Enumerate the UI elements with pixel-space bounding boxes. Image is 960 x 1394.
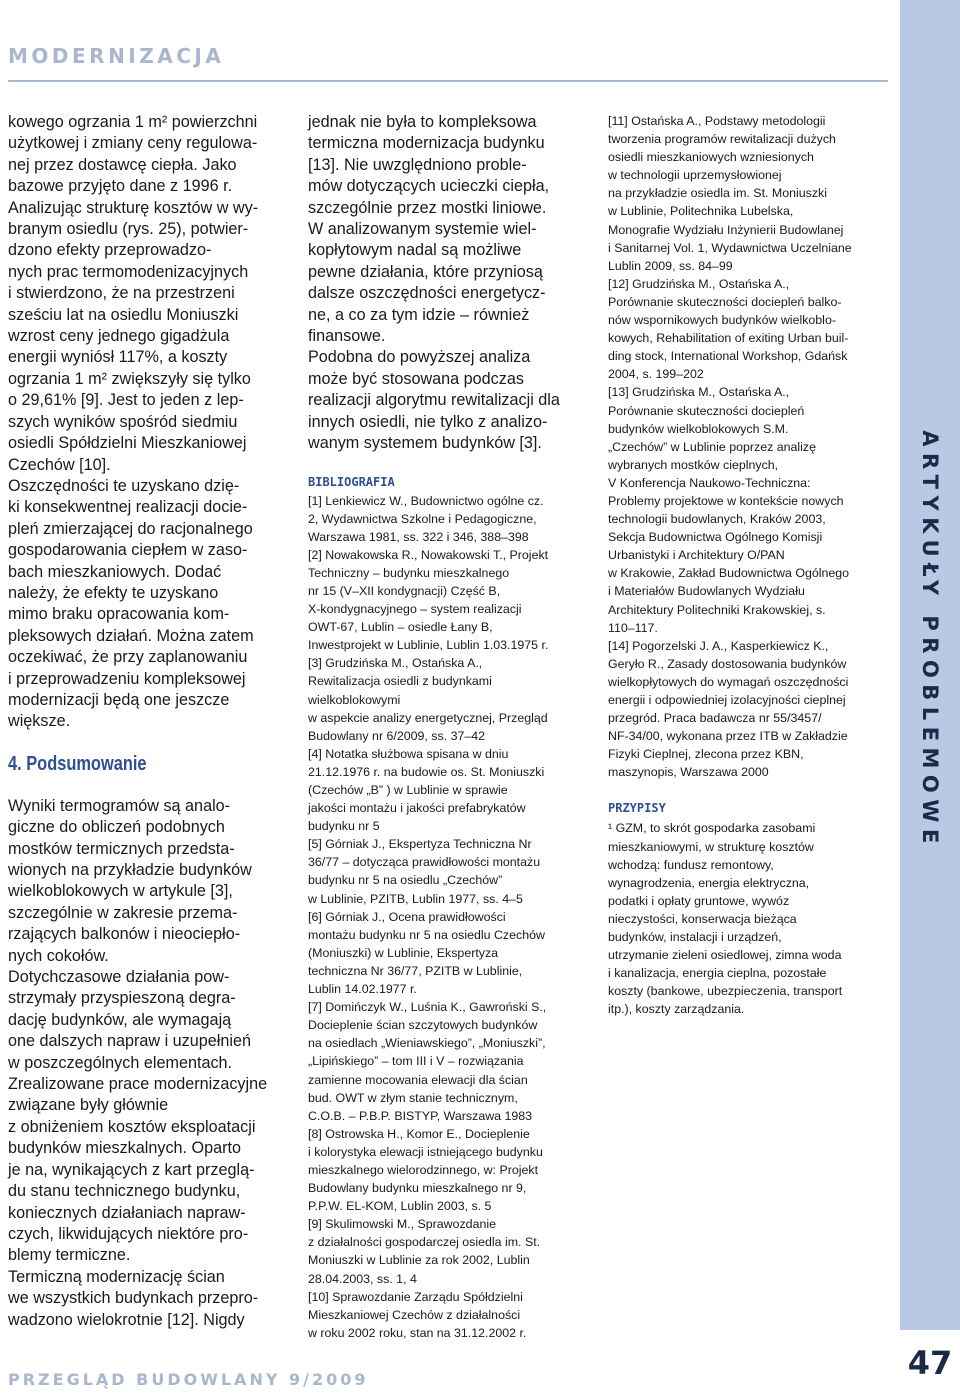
paragraph [308,112,586,219]
page-number: 47 [907,1344,953,1382]
entry-line: [12] Grudzińska M., Ostańska A., [608,276,790,291]
entry-line: i Materiałów Budowlanych Wydziału [608,584,805,599]
entry-line: i kanalizacja, energia cieplna, pozostałe [608,966,827,981]
entry-line: [1] Lenkiewicz W., Budownictwo ogólne cz. [308,493,544,508]
bibliography-entry [308,1215,586,1287]
text-line: Dotychczasowe działania pow- [8,968,230,987]
entry-line: [13] Grudzińska M., Ostańska A., [608,385,790,400]
text-line: [13]. Nie uwzględniono proble- [308,155,527,174]
entry-line: NF-34/00, wykonana przez ITB w Zakładzie [608,729,848,744]
text-line: realizacji algorytmu rewitalizacji dla [308,391,560,410]
entry-line: Docieplenie ścian szczytowych budynków [308,1018,538,1033]
text-line: może być stosowana podczas [308,369,524,388]
paragraph [8,476,282,733]
bibliography-entry [608,637,886,782]
bibliography-entry [608,819,886,1018]
entry-line: 2, Wydawnictwa Szkolne i Pedagogiczne, [308,511,537,526]
entry-line: osiedli mieszkaniowych wzniesionych [608,150,814,165]
entry-line: jakości montażu i jakości prefabrykatów [308,801,526,816]
text-line: pleń zmierzającej do racjonalnego [8,519,253,538]
entry-line: i Sanitarnej Vol. 1, Wydawnictwa Uczelniane [608,240,852,255]
entry-line: w technologii uprzemysłowionej [608,168,782,183]
entry-line: [11] Ostańska A., Podstawy metodologii [608,114,826,128]
entry-line: 21.12.1976 r. na budowie os. St. Moniuszki [308,764,545,779]
entry-line: [9] Skulimowski M., Sprawozdanie [308,1217,496,1232]
text-line: dację budynków, ale wymagają [8,1010,232,1029]
entry-line: techniczna Nr 36/77, PZITB w Lublinie, [308,963,523,978]
text-line: ogrzania 1 m² zwiększyły się tylko [8,369,251,388]
notes-heading: PRZYPISY [608,801,666,816]
entry-line: [10] Sprawozdanie Zarządu Spółdzielni [308,1289,523,1304]
entry-line: ding stock, International Workshop, Gdańsk [608,349,848,364]
entry-line: utrzymanie zieleni osiedlowej, zimna woda [608,948,842,963]
bibliography-entry [608,383,886,636]
section-heading: 4. Podsumowanie [8,752,147,775]
entry-line: w roku 2002 roku, stan na 31.12.2002 r. [308,1325,527,1340]
text-line: finansowe. [308,327,386,346]
text-line: użytkowej i zmiany ceny regulowa- [8,134,258,153]
text-line: gospodarowania ciepłem w zaso- [8,541,248,560]
text-line: innych osiedli, nie tylko z analizo- [308,412,548,431]
entry-line: nr 15 (V–XII kondygnacji) Część B, [308,583,501,598]
entry-line: [6] Górniak J., Ocena prawidłowości [308,909,506,924]
entry-line: Urbanistyki i Architektury O/PAN [608,548,785,563]
entry-line: „Lipińskiego” – tom III i V – rozwiązania [308,1054,524,1069]
text-line: szych wyników spośród siedmiu [8,412,238,431]
text-line: nych prac termomodenizacyjnych [8,262,249,281]
text-line: wionych na przykładzie budynków [8,861,252,879]
paragraph [8,1267,282,1331]
bibliography-heading: BIBLIOGRAFIA [308,474,395,489]
bibliography-entry [308,835,586,907]
entry-line: Techniczny – budynku mieszkalnego [308,565,510,580]
text-line: energii wyniósł 117%, a koszty [8,348,228,367]
bibliography-entry [608,112,886,275]
entry-line: Problemy projektowe w kontekście nowych [608,493,844,508]
text-line: sześciu lat na osiedlu Moniuszki [8,305,239,324]
text-line: i przeprowadzeniu kompleksowej [8,669,246,688]
text-line: czych, likwidujących niektóre pro- [8,1224,249,1243]
entry-line: [14] Pogorzelski J. A., Kasperkiewicz K., [608,638,829,653]
entry-line: wielkopłytowych do wymagań oszczędności [608,674,849,689]
entry-line: budynku nr 5 [308,819,380,834]
entry-line: P.P.W. EL-KOM, Lublin 2003, s. 5 [308,1199,492,1214]
entry-line: Architektury Politechniki Krakowskiej, s. [608,602,826,617]
entry-line: budynków, instalacji i urządzeń, [608,930,782,945]
entry-line: w Krakowie, Zakład Budownictwa Ogólnego [608,566,850,581]
bibliography-entry [308,1125,586,1215]
paragraph [8,967,282,1074]
text-line: ne, a co za tym idzie – również [308,305,530,324]
entry-line: wielkoblokowymi [308,692,401,707]
text-line: je na, wynikających z kart przeglą- [8,1160,255,1179]
entry-line: wybranych mostków cieplnych, [608,457,779,472]
bibliography-list [608,112,886,781]
entry-line: „Czechów” w Lublinie poprzez analizę [608,439,816,454]
entry-line: podatki i opłaty gruntowe, wywóz [608,893,790,908]
entry-line: i kolorystyka elewacji istniejącego budynku [308,1144,543,1159]
entry-line: itp.), koszty zarządzania. [608,1002,745,1017]
entry-line: budynków wielkoblokowych S.M. [608,421,789,436]
text-line: wielkoblokowych w artykule [3], [8,882,233,901]
bibliography-entry [308,546,586,655]
text-line: rzających balkonów i nieociepło- [8,925,241,944]
bibliography-list [308,492,586,1342]
text-line: we wszystkich budynkach przepro- [8,1289,259,1308]
paragraph [8,796,282,967]
text-line: bach mieszkaniowych. Dodać [8,562,222,581]
entry-line: [4] Notatka służbowa spisana w dniu [308,746,509,761]
text-line: szczególnie przez mostki liniowe. [308,198,547,217]
entry-line: kowych, Rehabilitation of exiting Urban buil- [608,331,849,346]
text-line: osiedli Spółdzielni Mieszkaniowej [8,434,247,453]
text-line: pewne działania, które przyniosą [308,262,543,281]
entry-line: nów wspornikowych budynków wielkoblo- [608,313,836,328]
entry-line: Inwestprojekt w Lublinie, Lublin 1.03.1975 r. [308,638,549,653]
text-line: nych cokołów. [8,946,109,965]
text-line: Oszczędności te uzyskano dzię- [8,476,240,495]
text-line: związane były głównie [8,1096,169,1115]
text-line: Wyniki termogramów są analo- [8,796,231,815]
text-line: i stwierdzono, że na przestrzeni [8,284,235,303]
entry-line: Rewitalizacja osiedli z budynkami [308,674,492,689]
text-line: wanym systemem budynków [3]. [308,434,542,453]
bibliography-entry [308,745,586,835]
entry-line: X-kondygnacyjnego – system realizacji [308,602,522,617]
entry-line: 28.04.2003, ss. 1, 4 [308,1271,417,1286]
text-line: większe. [8,712,71,731]
text-line: Zrealizowane prace modernizacyjne [8,1075,268,1094]
text-line: W analizowanym systemie wiel- [308,220,537,239]
text-line: Analizując strukturę kosztów w wy- [8,198,259,217]
entry-line: Budowlany nr 6/2009, ss. 37–42 [308,728,486,743]
journal-footer: PRZEGLĄD BUDOWLANY 9/2009 [8,1370,369,1389]
bibliography-entry [308,1288,586,1342]
text-line: Podobna do powyższej analiza [308,348,531,367]
text-line: należy, że efekty te uzyskano [8,583,219,602]
entry-line: Sekcja Budownictwa Ogólnego Komisji [608,530,823,545]
entry-line: przegród. Praca badawcza nr 55/3457/ [608,711,822,726]
header-rule [8,80,888,82]
entry-line: Geryło R., Zasady dostosowania budynków [608,656,847,671]
entry-line: w Lublinie, Politechnika Lubelska, [608,204,794,219]
entry-line: Porównanie skuteczności dociepleń balko- [608,294,842,309]
bibliography-entry [308,492,586,546]
paragraph [8,1074,282,1267]
bibliography-entry [608,275,886,384]
entry-line: montażu budynku nr 5 na osiedlu Czechów [308,927,545,942]
entry-line: Mieszkaniowej Czechów z działalności [308,1307,521,1322]
text-line: kowego ogrzania 1 m² powierzchni [8,113,258,131]
paragraph [308,219,586,347]
section-header: MODERNIZACJA [8,44,225,68]
text-line: oczekiwać, że przy zaplanowaniu [8,648,248,667]
text-line: szczególnie w zakresie przema- [8,903,238,922]
column-3 [608,112,886,1019]
entry-line: Fizyki Cieplnej, zlecona przez KBN, [608,747,804,762]
entry-line: [3] Grudzińska M., Ostańska A., [308,656,483,671]
entry-line: koszty (bankowe, ubezpieczenia, transport [608,984,843,999]
text-line: z obniżeniem kosztów eksploatacji [8,1117,256,1136]
entry-line: zamienne mocowania elewacji dla ścian [308,1072,528,1087]
paragraph [308,347,586,454]
entry-line: Monografie Wydziału Inżynierii Budowlanej [608,222,844,237]
text-line: jednak nie była to kompleksowa [308,113,537,131]
bibliography-entry [308,998,586,1125]
bibliography-entry [308,908,586,998]
text-line: wzrost ceny jednego gigadżula [8,327,230,346]
text-line: budynków mieszkalnych. Oparto [8,1139,242,1158]
entry-line: (Moniuszki) w Lublinie, Ekspertyza [308,945,499,960]
entry-line: nieczystości, konserwacja bieżąca [608,911,797,926]
entry-line: V Konferencja Naukowo-Techniczna: [608,475,811,490]
entry-line: z działalności gospodarczej osiedla im. St. [308,1235,541,1250]
entry-line: mieszkaniowymi, w strukturę kosztów [608,839,814,854]
text-line: wadzono wielokrotnie [12]. Nigdy [8,1310,245,1329]
text-line: bazowe przyjęto dane z 1996 r. [8,177,233,196]
entry-line: 2004, s. 199–202 [608,367,704,382]
entry-line: tworzenia programów rewitalizacji dużych [608,132,836,147]
entry-line: Porównanie skuteczności dociepleń [608,403,805,418]
text-line: one dalszych napraw i uzupełnień [8,1032,251,1051]
column-2 [308,112,586,1342]
text-line: strzymały przyspieszoną degra- [8,989,236,1008]
entry-line: [5] Górniak J., Ekspertyza Techniczna Nr [308,837,532,852]
entry-line: maszynopis, Warszawa 2000 [608,765,769,780]
text-line: modernizacji będą one jeszcze [8,690,230,709]
entry-line: w Lublinie, PZITB, Lublin 1977, ss. 4–5 [308,891,523,906]
entry-line: Budowlany budynku mieszkalnego nr 9, [308,1181,527,1196]
entry-line: bud. OWT w złym stanie technicznym, [308,1090,518,1105]
column-1 [8,112,282,1331]
entry-line: wynagrodzenia, energia elektryczna, [608,875,810,890]
entry-line: Warszawa 1981, ss. 322 i 346, 388–398 [308,529,529,544]
entry-line: 36/77 – dotycząca prawidłowości montażu [308,855,541,870]
text-line: blemy termiczne. [8,1246,131,1265]
text-line: w poszczególnych elementach. [8,1053,233,1072]
text-line: o 29,61% [9]. Jest to jeden z lep- [8,391,244,410]
text-line: giczne do obliczeń podobnych [8,818,225,837]
entry-line: budynku nr 5 na osiedlu „Czechów” [308,873,503,888]
entry-line: (Czechów „B” ) w Lublinie w sprawie [308,783,508,797]
entry-line: 110–117. [608,620,658,635]
text-line: dalsze oszczędności energetycz- [308,284,546,303]
entry-line: OWT-67, Lublin – osiedle Łany B, [308,620,493,635]
sidebar-title: ARTYKUŁY PROBLEMOWE [918,430,942,850]
paragraph [8,112,282,476]
entry-line: ¹ GZM, to skrót gospodarka zasobami [608,821,816,836]
entry-line: [8] Ostrowska H., Komor E., Docieplenie [308,1126,530,1141]
entry-line: Lublin 14.02.1977 r. [308,982,417,997]
text-line: termiczna modernizacja budynku [308,134,545,153]
entry-line: [7] Domińczyk W., Luśnia K., Gawroński S., [308,1000,547,1015]
footnotes-list [608,819,886,1018]
text-line: mów dotyczących ucieczki ciepła, [308,177,550,196]
text-line: nej przez dostawcę ciepła. Jako [8,155,237,174]
bibliography-entry [308,654,586,744]
text-line: branym osiedlu (rys. 25), potwier- [8,220,249,239]
text-line: pleksowych działań. Można zatem [8,626,254,645]
text-line: ki konsekwentnej realizacji docie- [8,498,248,517]
text-line: dzono efekty przeprowadzo- [8,241,212,260]
entry-line: Lublin 2009, ss. 84–99 [608,258,733,273]
text-line: Czechów [10]. [8,455,111,474]
entry-line: w aspekcie analizy energetycznej, Przegląd [308,710,548,725]
text-line: du stanu technicznego budynku, [8,1182,241,1201]
text-line: koniecznych działaniach napraw- [8,1203,246,1222]
entry-line: energii i odpowiedniej izolacyjności cieplnej [608,693,846,707]
text-line: mimo braku opracowania kom- [8,605,230,624]
entry-line: na przykładzie osiedla im. St. Moniuszki [608,186,827,201]
entry-line: mieszkalnego wielorodzinnego, w: Projekt [308,1162,539,1177]
entry-line: wchodzą: fundusz remontowy, [608,857,774,872]
entry-line: technologii budowlanych, Kraków 2003, [608,512,826,527]
text-line: Termiczną modernizację ścian [8,1267,225,1286]
entry-line: Moniuszki w Lublinie za rok 2002, Lublin [308,1253,530,1268]
entry-line: [2] Nowakowska R., Nowakowski T., Projekt [308,547,549,562]
entry-line: C.O.B. – P.B.P. BISTYP, Warszawa 1983 [308,1108,533,1123]
text-line: mostków termicznych przedsta- [8,839,235,858]
entry-line: na osiedlach „Wieniawskiego”, „Moniuszki”, [308,1036,546,1051]
text-line: kopłytowym nadal są możliwe [308,241,522,260]
